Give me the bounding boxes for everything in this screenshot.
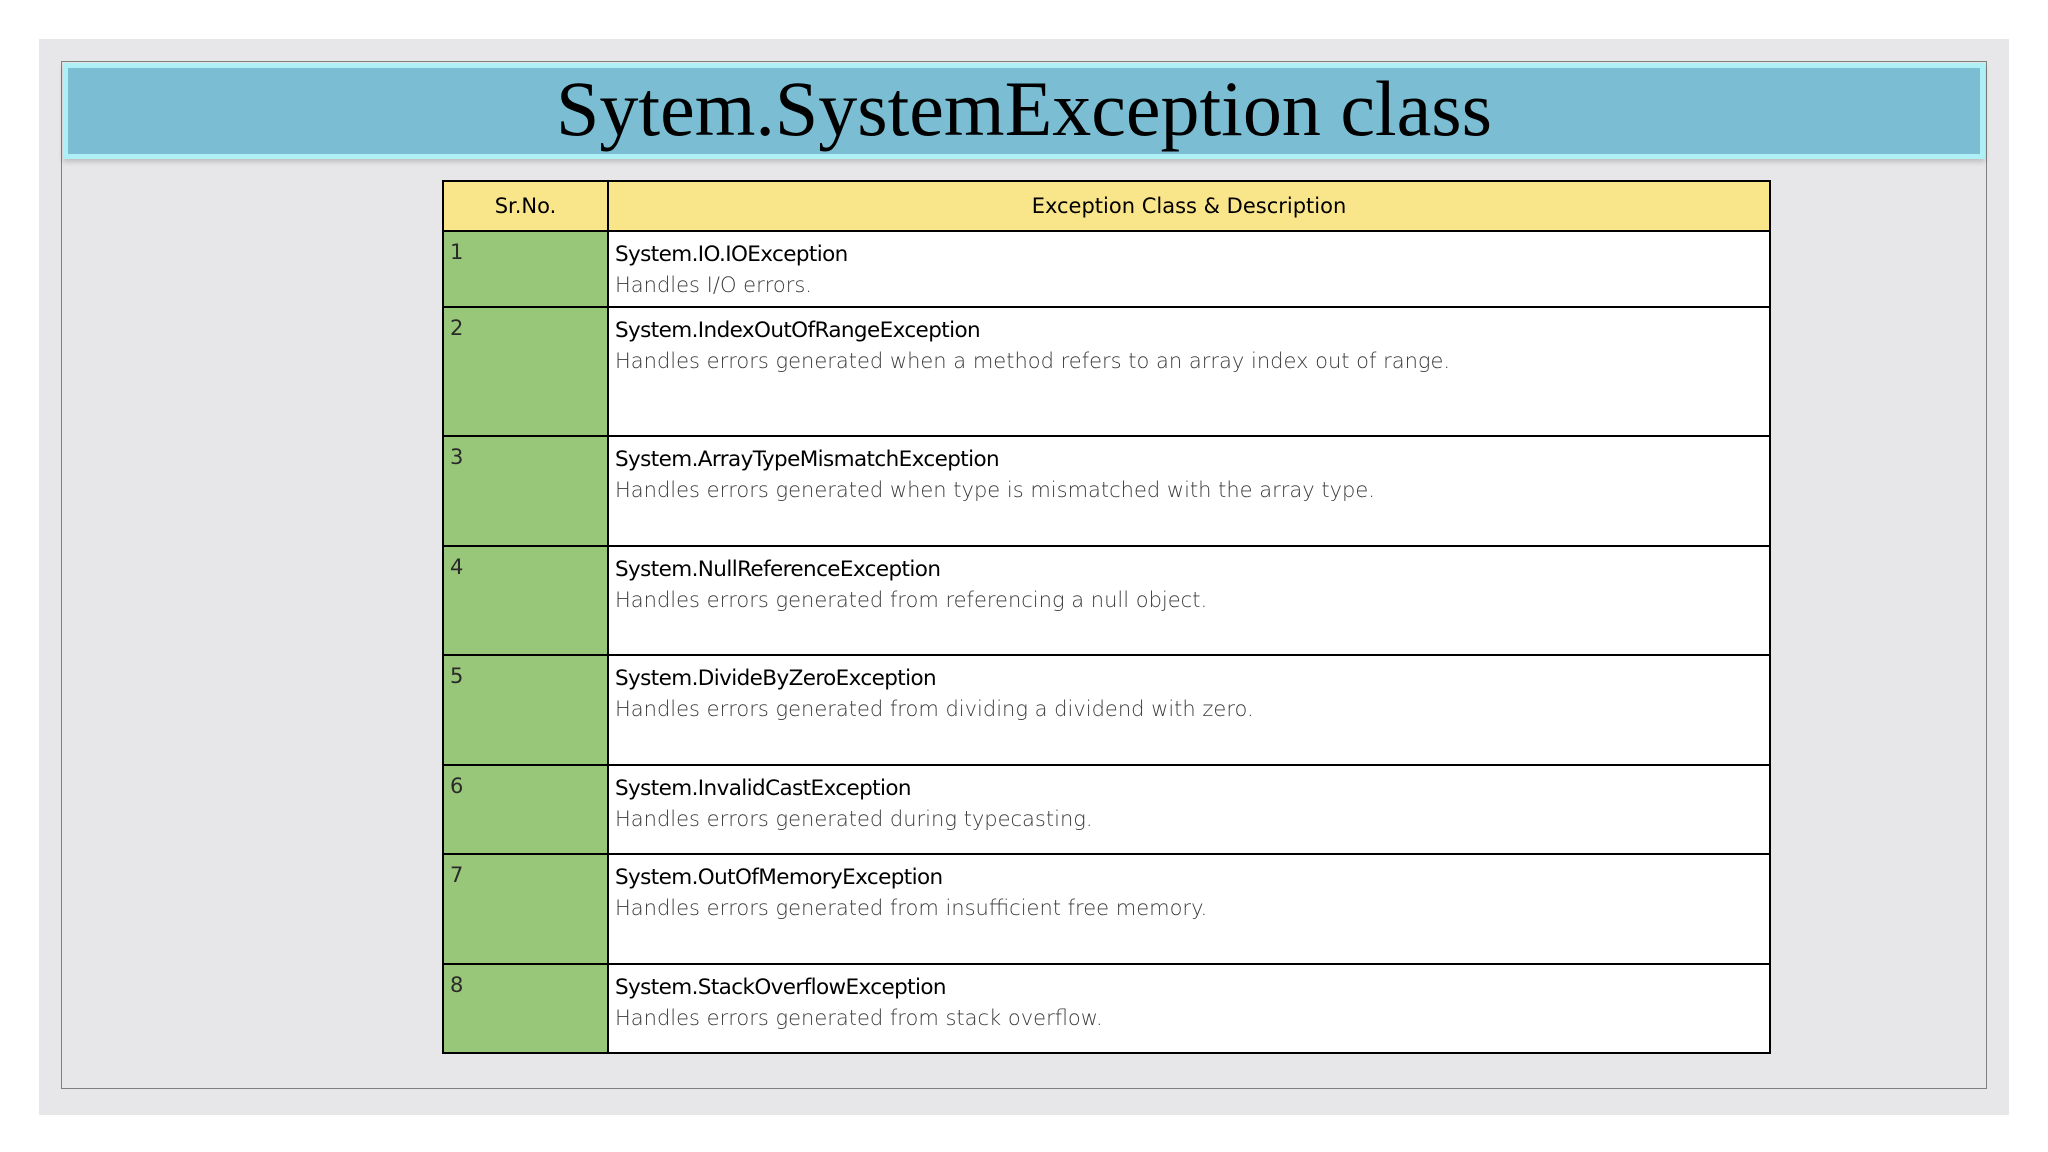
exception-class-name: System.StackOverflowException (615, 975, 946, 1000)
exception-class-name: System.ArrayTypeMismatchException (615, 447, 1000, 472)
exception-description: Handles errors generated from dividing a dividend with zero. (615, 697, 1254, 721)
header-exception-class-description: Exception Class & Description (608, 181, 1770, 231)
exception-class-name: System.DivideByZeroException (615, 666, 937, 691)
exception-description: Handles errors generated from insufficient free memory. (615, 896, 1208, 920)
row-number: 3 (443, 436, 608, 546)
row-description-cell (608, 854, 1770, 964)
exception-description: Handles errors generated during typecasting. (615, 807, 1093, 831)
table-row (443, 231, 1770, 307)
row-number: 6 (443, 765, 608, 854)
row-description-cell (608, 546, 1770, 655)
exception-class-name: System.IO.IOException (615, 242, 848, 267)
table-row (443, 655, 1770, 765)
exception-class-name: System.OutOfMemoryException (615, 865, 943, 890)
table-row (443, 546, 1770, 655)
table-row (443, 436, 1770, 546)
row-number: 1 (443, 231, 608, 307)
row-description-cell (608, 307, 1770, 436)
table-row (443, 765, 1770, 854)
row-number: 7 (443, 854, 608, 964)
slide (39, 39, 2009, 1115)
exception-class-name: System.NullReferenceException (615, 557, 941, 582)
exception-description: Handles errors generated when type is mismatched with the array type. (615, 478, 1375, 502)
row-number: 5 (443, 655, 608, 765)
row-number: 8 (443, 964, 608, 1053)
exception-class-name: System.InvalidCastException (615, 776, 911, 801)
table-header-row (443, 181, 1770, 231)
row-description-cell (608, 765, 1770, 854)
row-description-cell (608, 964, 1770, 1053)
row-description-cell (608, 436, 1770, 546)
row-description-cell (608, 655, 1770, 765)
row-description-cell (608, 231, 1770, 307)
slide-title: Sytem.SystemException class (556, 65, 1492, 152)
header-sr-no: Sr.No. (443, 181, 608, 231)
row-number: 4 (443, 546, 608, 655)
exception-class-name: System.IndexOutOfRangeException (615, 318, 981, 343)
exception-description: Handles errors generated from stack overflow. (615, 1006, 1103, 1030)
title-bar (63, 63, 1985, 159)
exception-description: Handles errors generated when a method refers to an array index out of range. (615, 349, 1451, 373)
table-row (443, 964, 1770, 1053)
table-row (443, 854, 1770, 964)
row-number: 2 (443, 307, 608, 436)
exception-description: Handles I/O errors. (615, 273, 812, 297)
exception-table (442, 180, 1771, 1054)
table-row (443, 307, 1770, 436)
exception-description: Handles errors generated from referencing a null object. (615, 588, 1208, 612)
